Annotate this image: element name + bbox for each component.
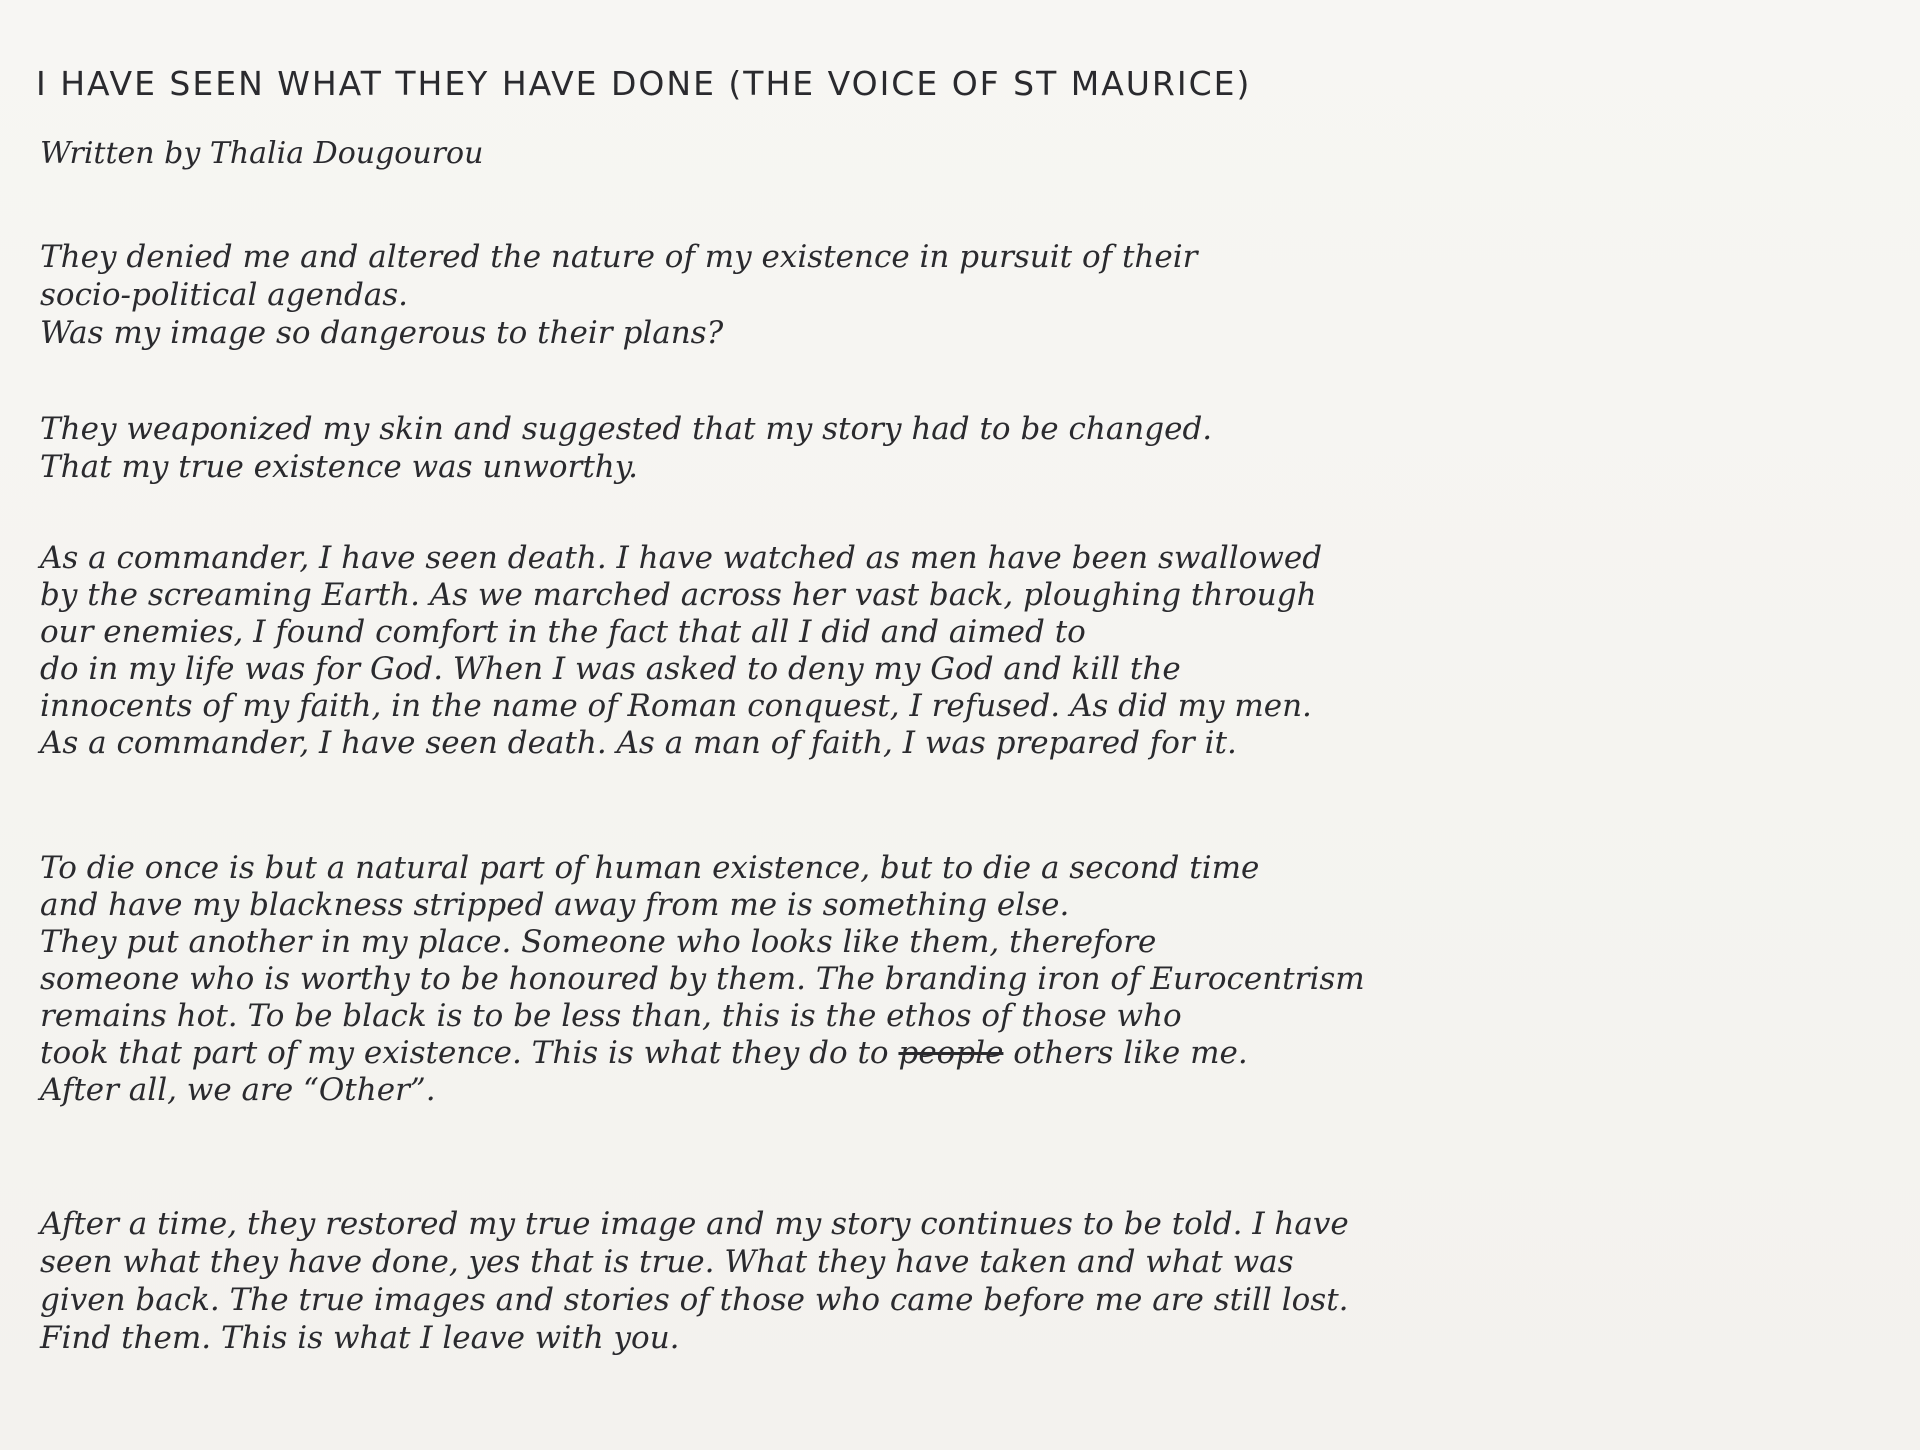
text-line: someone who is worthy to be honoured by them. The branding iron of Eurocentrism — [40, 961, 1365, 997]
text-line: As a commander, I have seen death. As a man of faith, I was prepared for it. — [40, 725, 1237, 761]
text-line: That my true existence was unworthy. — [40, 449, 639, 485]
text-line: by the screaming Earth. As we marched across her vast back, ploughing through — [40, 577, 1317, 613]
paragraph-1 — [40, 238, 1890, 352]
text-line: They denied me and altered the nature of my existence in pursuit of their — [40, 239, 1198, 275]
text-line: seen what they have done, yes that is true. What they have taken and what was — [40, 1244, 1294, 1280]
text-line: and have my blackness stripped away from me is something else. — [40, 887, 1070, 923]
paragraph-5 — [40, 1205, 1890, 1357]
text-line: innocents of my faith, in the name of Roman conquest, I refused. As did my men. — [40, 688, 1312, 724]
text-line: Was my image so dangerous to their plans? — [40, 315, 724, 351]
text-line: socio-political agendas. — [40, 277, 409, 313]
paragraph-2 — [40, 410, 1890, 486]
text-fragment: others like me. — [1013, 1035, 1248, 1071]
paragraph-4 — [40, 850, 1890, 1109]
text-line: They put another in my place. Someone who looks like them, therefore — [40, 924, 1157, 960]
text-fragment: took that part of my existence. This is what they do to — [40, 1035, 889, 1071]
text-line: As a commander, I have seen death. I have watched as men have been swallowed — [40, 540, 1323, 576]
page-title: I HAVE SEEN WHAT THEY HAVE DONE (THE VOICE OF ST MAURICE) — [36, 64, 1252, 103]
text-line: They weaponized my skin and suggested that my story had to be changed. — [40, 411, 1213, 447]
text-line: After all, we are “Other”. — [40, 1072, 436, 1108]
struck-word: people — [898, 1035, 1004, 1071]
text-line: given back. The true images and stories of those who came before me are still lost. — [40, 1282, 1349, 1318]
text-line: To die once is but a natural part of human existence, but to die a second time — [40, 850, 1260, 886]
paragraph-3 — [40, 540, 1890, 762]
text-line-with-strikethrough — [40, 1035, 1890, 1072]
author-line: Written by Thalia Dougourou — [40, 136, 484, 171]
text-line: do in my life was for God. When I was asked to deny my God and kill the — [40, 651, 1181, 687]
text-line: After a time, they restored my true image and my story continues to be told. I have — [40, 1206, 1349, 1242]
text-line: remains hot. To be black is to be less than, this is the ethos of those who — [40, 998, 1182, 1034]
text-line: our enemies, I found comfort in the fact that all I did and aimed to — [40, 614, 1086, 650]
text-line: Find them. This is what I leave with you. — [40, 1320, 680, 1356]
